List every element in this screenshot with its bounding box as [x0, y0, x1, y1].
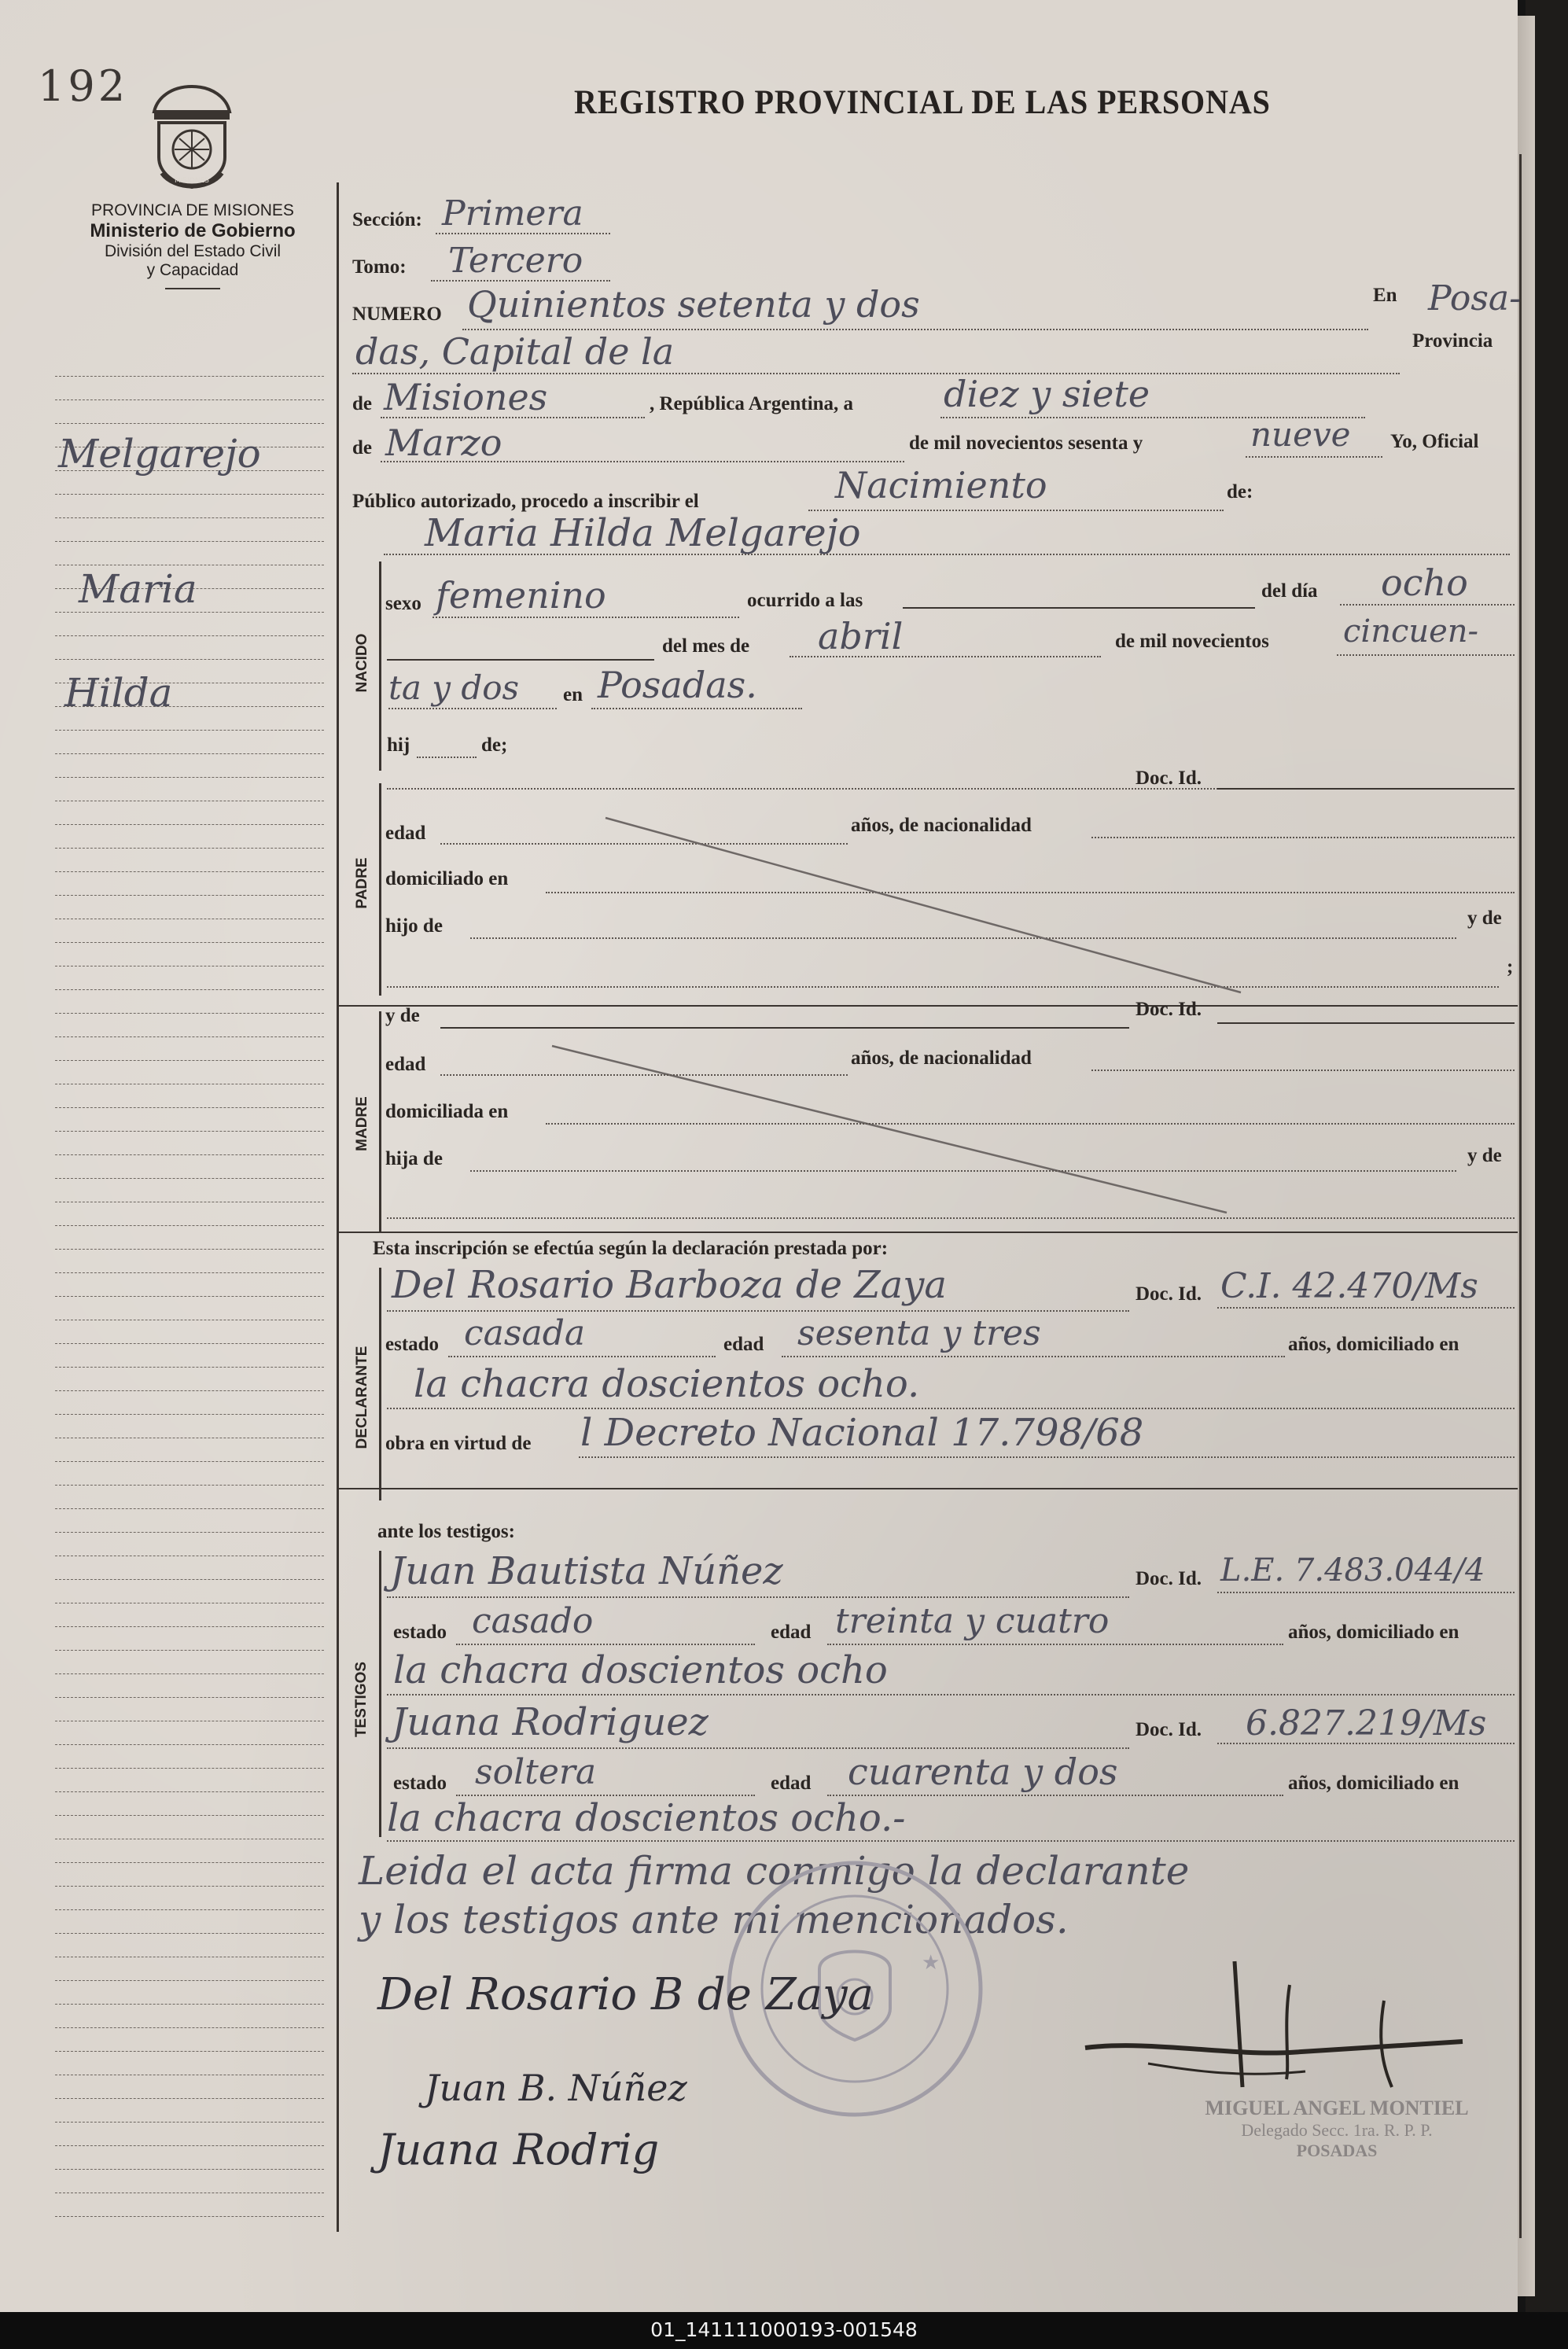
oficial-stamp-title: Delegado Secc. 1ra. R. P. P.	[1241, 2120, 1433, 2140]
en-label: En	[1373, 285, 1397, 306]
declarante-estado-label: estado	[385, 1334, 440, 1355]
form-right-border	[1519, 154, 1522, 2238]
testigo2-estado-label: estado	[393, 1773, 447, 1794]
firma-oficial	[1054, 1953, 1478, 2114]
nacido-en-label: en	[563, 684, 583, 705]
provincia-label: Provincia	[1412, 330, 1493, 352]
padre-edad-label: edad	[385, 823, 426, 844]
margin-name-1: Maria	[79, 566, 197, 612]
madre-y-de2-label: y de	[1467, 1145, 1502, 1166]
declarante-edad-value: sesenta y tres	[797, 1313, 1041, 1353]
oficial-stamp-place: POSADAS	[1296, 2141, 1378, 2160]
acto-value: Nacimiento	[835, 464, 1047, 506]
madre-domicilio-label: domiciliada en	[385, 1101, 509, 1122]
firma-testigo-1: Juan B. Núñez	[425, 2067, 687, 2109]
declarante-doc-label: Doc. Id.	[1136, 1283, 1202, 1305]
nacido-lugar-value: Posadas.	[598, 664, 757, 706]
mil-novecientos-label: de mil novecientos sesenta y	[909, 433, 1143, 454]
issuer-capacity: y Capacidad	[146, 261, 239, 279]
firma-testigo-2: Juana Rodrig	[377, 2125, 660, 2174]
padre-side-label: PADRE	[354, 857, 370, 909]
madre-doc-label: Doc. Id.	[1136, 999, 1202, 1020]
margin-name-2: Hilda	[64, 670, 173, 716]
image-id-caption: 01_141111000193-001548	[650, 2318, 918, 2341]
declarante-doc-value: C.I. 42.470/Ms	[1220, 1266, 1478, 1306]
declaracion-label: Esta inscripción se efectúa según la declaración prestada por:	[373, 1238, 889, 1259]
testigo1-doc-value: L.E. 7.483.044/4	[1220, 1552, 1485, 1589]
mes-registro-value: Marzo	[385, 422, 502, 464]
seccion-label: Sección:	[352, 209, 422, 230]
nacido-dia-value: ocho	[1381, 561, 1468, 604]
testigo1-estado-label: estado	[393, 1622, 447, 1643]
madre-nacionalidad-label: años, de nacionalidad	[851, 1047, 1032, 1069]
numero-value: Quinientos setenta y dos	[467, 283, 920, 326]
testigo2-edad-label: edad	[771, 1773, 812, 1794]
issuer-ministry: Ministerio de Gobierno	[90, 220, 296, 241]
declarante-section-border	[379, 1268, 381, 1500]
nacido-mes-value: abril	[818, 615, 904, 657]
testigos-side-label: TESTIGOS	[353, 1661, 370, 1738]
testigo1-estado-value: casado	[472, 1601, 594, 1641]
oficial-stamp-name: MIGUEL ANGEL MONTIEL	[1205, 2097, 1469, 2119]
madre-side-label: MADRE	[354, 1096, 370, 1151]
testigo1-domicilio-value: la chacra doscientos ocho	[393, 1648, 888, 1692]
page-number: 192	[38, 61, 129, 111]
en-value: Posa-	[1428, 278, 1521, 318]
declarante-side-label: DECLARANTE	[354, 1346, 370, 1449]
numero-label: NUMERO	[352, 304, 442, 325]
lugar-line2-value: das, Capital de la	[355, 330, 675, 373]
inscripto-nombre-value: Maria Hilda Melgarejo	[425, 511, 861, 555]
testigo1-edad-value: treinta y cuatro	[835, 1601, 1110, 1641]
testigo2-edad-value: cuarenta y dos	[848, 1751, 1118, 1793]
cierre-line-2: y los testigos ante mi mencionados.	[359, 1897, 1069, 1942]
testigo1-domicilio-label: años, domiciliado en	[1288, 1622, 1459, 1643]
padre-domicilio-label: domiciliado en	[385, 868, 509, 889]
oficial-label: Yo, Oficial	[1390, 431, 1479, 452]
hij-de-label: de;	[481, 735, 508, 756]
testigo2-doc-label: Doc. Id.	[1136, 1719, 1202, 1740]
oficial-stamp	[1164, 2097, 1510, 2161]
declarante-testigos-divider	[338, 1488, 1518, 1489]
sexo-value: femenino	[436, 574, 606, 617]
madre-y-de-label: y de	[385, 1005, 420, 1026]
padre-madre-divider	[338, 1005, 1518, 1007]
declarante-domicilio-label: años, domiciliado en	[1288, 1334, 1459, 1355]
de-label-1: de	[352, 393, 372, 414]
testigo1-nombre-value: Juan Bautista Núñez	[390, 1549, 783, 1593]
padre-doc-label: Doc. Id.	[1136, 768, 1202, 789]
declarante-domicilio-value: la chacra doscientos ocho.	[414, 1362, 920, 1406]
padre-nacionalidad-label: años, de nacionalidad	[851, 815, 1032, 836]
nacido-side-label: NACIDO	[354, 633, 370, 693]
tomo-label: Tomo:	[352, 256, 407, 278]
madre-hija-de-label: hija de	[385, 1148, 443, 1169]
issuer-province: PROVINCIA DE MISIONES	[91, 201, 294, 219]
declarante-estado-value: casada	[464, 1313, 586, 1353]
declarante-nombre-value: Del Rosario Barboza de Zaya	[392, 1263, 947, 1307]
padre-semicolon: ;	[1507, 956, 1514, 978]
svg-text:MISIONES: MISIONES	[174, 177, 210, 185]
tomo-value: Tercero	[448, 241, 583, 281]
testigos-label: ante los testigos:	[377, 1521, 515, 1542]
declarante-edad-label: edad	[723, 1334, 764, 1355]
padre-hijo-de-label: hijo de	[385, 915, 443, 937]
cierre-line-1: Leida el acta firma conmigo la declarante	[359, 1848, 1190, 1894]
padre-y-de-label: y de	[1467, 908, 1502, 929]
de-label-3: de:	[1227, 481, 1253, 503]
testigos-section-border	[379, 1551, 381, 1837]
testigo2-doc-value: 6.827.219/Ms	[1246, 1703, 1487, 1743]
firma-declarante: Del Rosario B de Zaya	[377, 1969, 874, 2020]
republica-label: , República Argentina, a	[650, 393, 854, 414]
seccion-value: Primera	[442, 193, 583, 234]
nacido-mil-label: de mil novecientos	[1115, 631, 1269, 652]
anio-registro-value: nueve	[1250, 415, 1351, 454]
del-dia-label: del día	[1261, 580, 1318, 602]
issuer-division: División del Estado Civil	[104, 242, 282, 260]
testigo2-estado-value: soltera	[475, 1752, 597, 1792]
testigo2-domicilio-label: años, domiciliado en	[1288, 1773, 1459, 1794]
hij-label: hij	[387, 735, 410, 756]
sexo-label: sexo	[385, 593, 421, 614]
dia-registro-value: diez y siete	[944, 373, 1150, 415]
document-title: REGISTRO PROVINCIAL DE LAS PERSONAS	[574, 84, 1271, 121]
nacido-anio-value-2: ta y dos	[388, 668, 520, 707]
obra-label: obra en virtud de	[385, 1433, 532, 1454]
obra-value: l Decreto Nacional 17.798/68	[580, 1411, 1144, 1455]
testigo2-domicilio-value: la chacra doscientos ocho.-	[387, 1796, 906, 1840]
del-mes-label: del mes de	[662, 635, 750, 657]
madre-section-border	[379, 1011, 381, 1232]
testigo2-nombre-value: Juana Rodriguez	[392, 1700, 709, 1744]
publico-label: Público autorizado, procedo a inscribir el	[352, 491, 699, 512]
de-label-2: de	[352, 437, 372, 458]
svg-text:★: ★	[922, 1951, 940, 1975]
margin-surname: Melgarejo	[58, 431, 261, 477]
testigo1-doc-label: Doc. Id.	[1136, 1568, 1202, 1589]
madre-declarante-divider	[338, 1232, 1518, 1233]
madre-edad-label: edad	[385, 1054, 426, 1075]
testigo1-edad-label: edad	[771, 1622, 812, 1643]
nacido-anio-value-1: cincuen-	[1343, 613, 1479, 650]
ocurrido-label: ocurrido a las	[747, 590, 863, 611]
provincia-value: Misiones	[384, 376, 548, 418]
